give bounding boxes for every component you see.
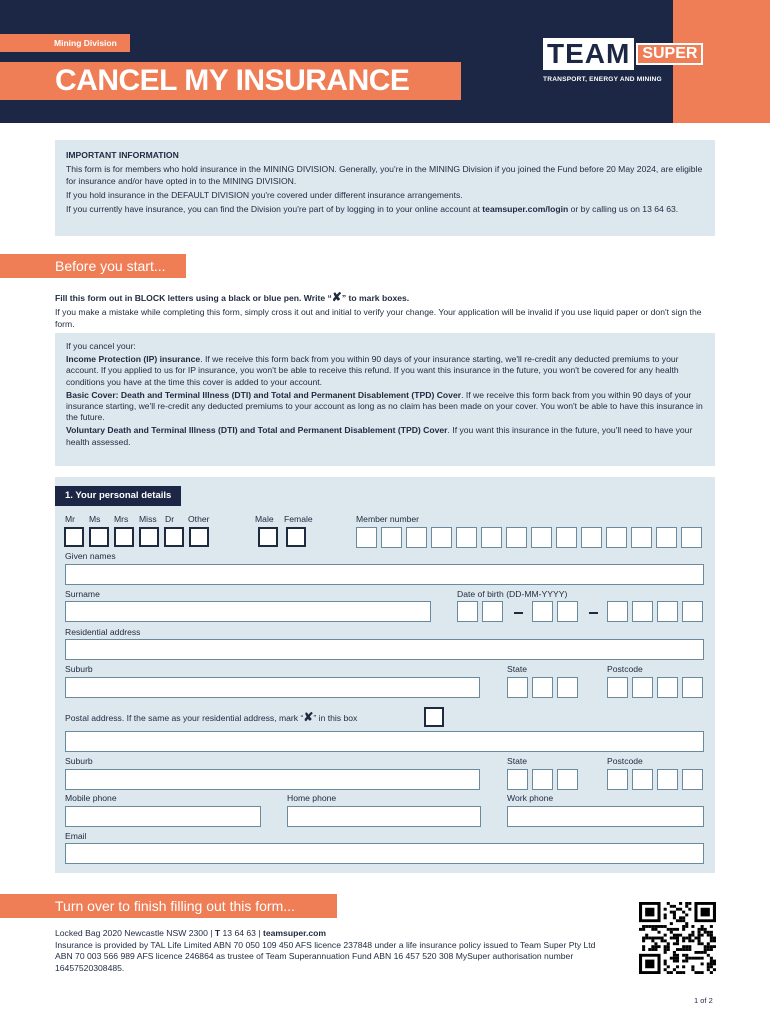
dob-year-box[interactable] bbox=[607, 601, 628, 622]
cover-voluntary bbox=[66, 425, 704, 447]
postal-postcode-box[interactable] bbox=[607, 769, 628, 790]
checkbox-ms[interactable] bbox=[89, 527, 109, 547]
label-postal-state: State bbox=[507, 756, 528, 766]
label-postcode: Postcode bbox=[607, 664, 643, 674]
cover-vol-text: . If you want this insurance in the future, you'll need to have your health assessed. bbox=[66, 425, 693, 447]
cover-intro: If you cancel your: bbox=[66, 341, 136, 351]
cover-ip-title: Income Protection (IP) insurance bbox=[66, 354, 201, 365]
postal-state-box[interactable] bbox=[557, 769, 578, 790]
label-mobile-phone: Mobile phone bbox=[65, 793, 117, 803]
postcode-box[interactable] bbox=[682, 677, 703, 698]
member-number-box[interactable] bbox=[531, 527, 552, 548]
member-number-box[interactable] bbox=[481, 527, 502, 548]
work-phone-field[interactable] bbox=[507, 806, 704, 827]
page-title: CANCEL MY INSURANCE bbox=[55, 64, 410, 97]
checkbox-mr[interactable] bbox=[64, 527, 84, 547]
mobile-phone-field[interactable] bbox=[65, 806, 261, 827]
member-number-box[interactable] bbox=[681, 527, 702, 548]
dob-separator bbox=[589, 612, 598, 614]
label-residential-address: Residential address bbox=[65, 627, 141, 637]
cover-ip bbox=[66, 354, 704, 388]
logo-team: TEAM bbox=[543, 38, 634, 70]
checkbox-female[interactable] bbox=[286, 527, 306, 547]
email-field[interactable] bbox=[65, 843, 704, 864]
label-home-phone: Home phone bbox=[287, 793, 337, 803]
postal-postcode-box[interactable] bbox=[632, 769, 653, 790]
member-number-box[interactable] bbox=[556, 527, 577, 548]
member-number-box[interactable] bbox=[506, 527, 527, 548]
division-tag: Mining Division bbox=[0, 34, 130, 52]
phone-label: T bbox=[214, 928, 221, 938]
important-p3-text: If you currently have insurance, you can find the Division you're part of by logging in to your online account at bbox=[66, 204, 483, 214]
important-p3 bbox=[66, 203, 704, 215]
dob-day-box[interactable] bbox=[482, 601, 503, 622]
label-dob: Date of birth (DD-MM-YYYY) bbox=[457, 589, 568, 599]
postal-suburb-field[interactable] bbox=[65, 769, 480, 790]
cover-basic-title: Basic Cover: Death and Terminal Illness (DTI) and Total and Permanent Disablement (TPD) Cover bbox=[66, 389, 462, 400]
checkbox-dr[interactable] bbox=[164, 527, 184, 547]
cover-basic-text: . If we receive this form back from you within 90 days of your insurance starting, we'll re-credit any deducted premiums to your account as long as no claim has been made on your cover. You won't be able to have this insurance in the future. bbox=[66, 389, 703, 423]
postal-postcode-box[interactable] bbox=[657, 769, 678, 790]
label-suburb: Suburb bbox=[65, 664, 93, 674]
instruction-text-end: ” to mark boxes. bbox=[341, 293, 410, 303]
logo-tagline: TRANSPORT, ENERGY AND MINING bbox=[543, 76, 662, 83]
label-mrs: Mrs bbox=[114, 514, 129, 524]
label-miss: Miss bbox=[139, 514, 157, 524]
label-member-number: Member number bbox=[356, 514, 420, 524]
member-number-box[interactable] bbox=[406, 527, 427, 548]
label-female: Female bbox=[284, 514, 313, 524]
postal-same-checkbox[interactable] bbox=[424, 707, 444, 727]
dob-year-box[interactable] bbox=[682, 601, 703, 622]
team-super-logo bbox=[543, 38, 703, 70]
label-email: Email bbox=[65, 831, 87, 841]
important-p1: This form is for members who hold insurance in the MINING DIVISION. Generally, you're in the MINING Division if you joined the Fund before 20 May 2024, are eligible for insurance and/or have opted in to the MINING DIVISION. bbox=[66, 164, 703, 186]
important-p2: If you hold insurance in the DEFAULT DIVISION you're covered under different insurance arrangements. bbox=[66, 190, 463, 200]
postal-postcode-box[interactable] bbox=[682, 769, 703, 790]
residential-address-field[interactable] bbox=[65, 639, 704, 660]
label-ms: Ms bbox=[89, 514, 101, 524]
before-start-heading: Before you start... bbox=[0, 254, 186, 278]
instruction-line2: If you make a mistake while completing this form, simply cross it out and initial to verify your change. Your application will be invalid if you use liquid paper or don't sign the form. bbox=[55, 307, 702, 329]
member-number-box[interactable] bbox=[381, 527, 402, 548]
label-given-names: Given names bbox=[65, 551, 116, 561]
member-number-box[interactable] bbox=[581, 527, 602, 548]
cross-mark-icon: ✘ bbox=[331, 290, 342, 304]
dob-month-box[interactable] bbox=[557, 601, 578, 622]
dob-day-box[interactable] bbox=[457, 601, 478, 622]
dob-separator bbox=[514, 612, 523, 614]
label-other: Other bbox=[188, 514, 210, 524]
postcode-box[interactable] bbox=[657, 677, 678, 698]
cross-mark-icon: ✘ bbox=[303, 710, 314, 724]
important-info-box bbox=[55, 140, 715, 236]
label-postal-postcode: Postcode bbox=[607, 756, 643, 766]
important-p3-end: or by calling us on 13 64 63. bbox=[568, 204, 679, 214]
footer-address-line bbox=[55, 928, 615, 940]
dob-month-box[interactable] bbox=[532, 601, 553, 622]
home-phone-field[interactable] bbox=[287, 806, 481, 827]
checkbox-male[interactable] bbox=[258, 527, 278, 547]
member-number-box[interactable] bbox=[606, 527, 627, 548]
logo-super: SUPER bbox=[636, 43, 703, 65]
footer-separator: | bbox=[255, 928, 263, 938]
member-number-box[interactable] bbox=[656, 527, 677, 548]
given-names-field[interactable] bbox=[65, 564, 704, 585]
label-postal-address bbox=[65, 712, 357, 723]
label-surname: Surname bbox=[65, 589, 100, 599]
postal-state-box[interactable] bbox=[532, 769, 553, 790]
instruction-line1 bbox=[55, 291, 717, 304]
label-state: State bbox=[507, 664, 528, 674]
member-number-box[interactable] bbox=[456, 527, 477, 548]
footer-phone: 13 64 63 bbox=[220, 928, 256, 938]
state-box[interactable] bbox=[507, 677, 528, 698]
footer-contact bbox=[55, 928, 615, 974]
important-heading: IMPORTANT INFORMATION bbox=[66, 150, 179, 160]
footer-legal: Insurance is provided by TAL Life Limited ABN 70 050 109 450 AFS licence 237848 under a life insurance policy issued to Team Super Pty Ltd ABN 70 003 566 989 AFS licence 246864 as trustee of Team Superannuation Fund ABN 16 457 520 308 MySuper authorisation number 16457520308485. bbox=[55, 939, 596, 973]
dob-year-box[interactable] bbox=[657, 601, 678, 622]
page-number: 1 of 2 bbox=[694, 996, 713, 1005]
postal-text: Postal address. If the same as your residential address, mark “ bbox=[65, 713, 304, 723]
cover-info-box bbox=[55, 333, 715, 466]
label-dr: Dr bbox=[165, 514, 175, 524]
postal-address-field[interactable] bbox=[65, 731, 704, 752]
surname-field[interactable] bbox=[65, 601, 431, 622]
label-postal-suburb: Suburb bbox=[65, 756, 93, 766]
member-number-box[interactable] bbox=[631, 527, 652, 548]
footer-address: Locked Bag 2020 Newcastle NSW 2300 | bbox=[55, 928, 215, 938]
member-number-box[interactable] bbox=[356, 527, 377, 548]
personal-details-heading: 1. Your personal details bbox=[55, 486, 181, 506]
checkbox-miss[interactable] bbox=[139, 527, 159, 547]
dob-year-box[interactable] bbox=[632, 601, 653, 622]
cover-vol-title: Voluntary Death and Terminal Illness (DTI) and Total and Permanent Disablement (TPD) Cover bbox=[66, 425, 448, 436]
qr-code-graphic bbox=[639, 902, 716, 974]
checkbox-mrs[interactable] bbox=[114, 527, 134, 547]
footer-website-link[interactable]: teamsuper.com bbox=[262, 928, 327, 938]
postal-text-end: ” in this box bbox=[313, 713, 358, 723]
turn-over-banner: Turn over to finish filling out this form... bbox=[0, 894, 337, 918]
state-box[interactable] bbox=[557, 677, 578, 698]
postcode-box[interactable] bbox=[607, 677, 628, 698]
label-mr: Mr bbox=[65, 514, 76, 524]
postal-state-box[interactable] bbox=[507, 769, 528, 790]
member-number-box[interactable] bbox=[431, 527, 452, 548]
qr-code-icon bbox=[639, 902, 716, 974]
personal-details-form bbox=[55, 477, 715, 873]
label-male: Male bbox=[255, 514, 274, 524]
cover-basic bbox=[66, 390, 704, 424]
checkbox-other[interactable] bbox=[189, 527, 209, 547]
state-box[interactable] bbox=[532, 677, 553, 698]
instruction-text: Fill this form out in BLOCK letters using a black or blue pen. Write “ bbox=[55, 293, 332, 303]
postcode-box[interactable] bbox=[632, 677, 653, 698]
label-work-phone: Work phone bbox=[507, 793, 554, 803]
login-link[interactable]: teamsuper.com/login bbox=[482, 204, 569, 214]
cover-ip-text: . If we receive this form back from you within 90 days of your insurance starting, we'll re-credit any deducted premiums to your account. If you applied to us for IP insurance, you won't be able to receive this refund. If you want this insurance in the future, you won't be covered for any health conditions you have at the time this cover is added to your account. bbox=[66, 354, 679, 387]
suburb-field[interactable] bbox=[65, 677, 480, 698]
